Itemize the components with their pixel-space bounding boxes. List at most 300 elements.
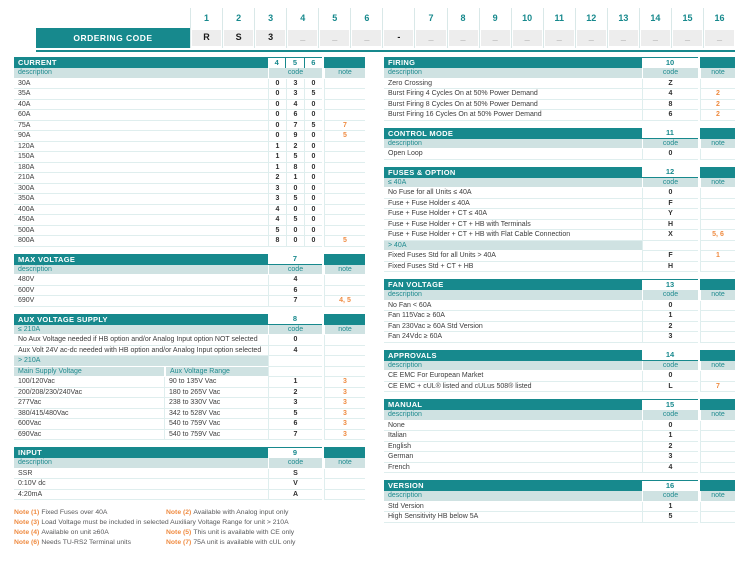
row-description: 690Vac	[14, 430, 164, 441]
row-code-group	[268, 121, 322, 132]
row-note	[700, 301, 735, 312]
code-cell	[222, 28, 254, 48]
row-code	[268, 367, 322, 378]
row-note	[324, 335, 365, 346]
code-value-cell: _	[416, 30, 445, 46]
row-note	[324, 100, 365, 111]
description-label: description	[384, 290, 642, 301]
row-code: 6	[286, 110, 304, 121]
code-cell	[254, 28, 286, 48]
table-row	[384, 301, 735, 312]
row-code-group	[268, 89, 322, 100]
row-description: No Aux Voltage needed if HB option and/or Analog Input option NOT selected	[14, 335, 268, 346]
table-row	[384, 512, 735, 523]
code-value-cell: _	[352, 30, 381, 46]
row-note	[324, 110, 365, 121]
row-description: 150A	[14, 152, 268, 163]
row-code: 4	[268, 275, 322, 286]
code-cell	[607, 28, 639, 48]
table-title: FAN VOLTAGE	[388, 280, 444, 289]
row-code: Y	[642, 209, 698, 220]
table-row	[384, 79, 735, 90]
row-code: 0	[268, 131, 286, 142]
row-description: 800A	[14, 236, 268, 247]
table-row	[14, 79, 365, 90]
row-code: 1	[268, 377, 322, 388]
note-column-header	[700, 57, 735, 68]
note-text: Available with Analog input only	[193, 509, 289, 516]
row-description: 0:10V dc	[14, 479, 268, 490]
row-code-group	[268, 205, 322, 216]
row-note	[700, 209, 735, 220]
row-description: Fan 115Vac ≥ 60A	[384, 311, 642, 322]
row-code-group	[268, 184, 322, 195]
row-note	[324, 367, 365, 378]
table-row	[14, 236, 365, 247]
table-input	[14, 447, 365, 500]
row-code: 1	[268, 142, 286, 153]
row-code: 1	[286, 173, 304, 184]
note-column-header	[324, 254, 365, 265]
row-code: 3	[286, 79, 304, 90]
description-label: description	[384, 491, 642, 502]
table-header-bar	[384, 57, 735, 68]
note-label: note	[324, 458, 365, 469]
code-position-cells	[268, 57, 322, 68]
row-code	[268, 356, 322, 367]
table-row	[14, 194, 365, 205]
table-row	[14, 377, 365, 388]
note-column-header	[700, 350, 735, 361]
column-number: 14	[639, 8, 671, 28]
note-label: Note (3)	[14, 519, 40, 526]
row-code: 0	[304, 142, 322, 153]
code-position-cells	[642, 128, 698, 139]
note-column-header	[324, 57, 365, 68]
left-column	[14, 57, 365, 547]
row-code: 2	[286, 142, 304, 153]
notes-section	[14, 508, 365, 547]
code-label: code	[642, 68, 698, 79]
code-cell	[350, 28, 382, 48]
row-code: 3	[268, 184, 286, 195]
code-cell	[639, 28, 671, 48]
row-note	[324, 194, 365, 205]
code-cell	[575, 28, 607, 48]
column-number: 13	[607, 8, 639, 28]
table-row	[384, 452, 735, 463]
row-code-group	[268, 236, 322, 247]
table-title: AUX VOLTAGE SUPPLY	[18, 314, 108, 324]
code-cell	[543, 28, 575, 48]
description-label: description	[384, 139, 642, 150]
row-description: CE EMC + cUL® listed and cULus 508® listed	[384, 382, 642, 393]
row-description: 600Vac	[14, 419, 164, 430]
row-description: 277Vac	[14, 398, 164, 409]
row-code-group	[268, 152, 322, 163]
row-code: 4	[642, 463, 698, 474]
note-item	[166, 538, 365, 547]
row-note	[324, 356, 365, 367]
code-position-cells	[642, 57, 698, 68]
row-description: Burst Firing 4 Cycles On at 50% Power Demand	[384, 89, 642, 100]
note-item	[14, 538, 166, 547]
row-description: CE EMC For European Market	[384, 371, 642, 382]
table-title: MAX VOLTAGE	[18, 254, 76, 264]
note-item	[14, 518, 365, 527]
row-code: 1	[642, 502, 698, 513]
note-item	[14, 508, 166, 517]
row-code: H	[642, 262, 698, 273]
table-row	[384, 68, 735, 79]
row-code: 2	[268, 388, 322, 399]
table-row	[14, 173, 365, 184]
row-description: 600V	[14, 286, 268, 297]
table-header-bar	[384, 279, 735, 290]
row-description: 60A	[14, 110, 268, 121]
code-value-cell: _	[673, 30, 702, 46]
row-note: 2	[700, 110, 735, 121]
code-label: code	[268, 265, 322, 276]
row-description: Fuse + Fuse Holder + CT + HB with Terminals	[384, 220, 642, 231]
column-number: 9	[479, 8, 511, 28]
row-note: 7	[324, 121, 365, 132]
note-column-header	[700, 128, 735, 139]
row-note	[324, 142, 365, 153]
code-label: code	[642, 139, 698, 150]
row-description: Fan 24Vdc ≥ 60A	[384, 332, 642, 343]
table-row	[384, 139, 735, 150]
row-note	[324, 490, 365, 501]
table-row	[384, 188, 735, 199]
row-note: 4, 5	[324, 296, 365, 307]
code-value-cell: _	[513, 30, 542, 46]
row-note	[700, 220, 735, 231]
code-value-cell: _	[481, 30, 510, 46]
row-description: 30A	[14, 79, 268, 90]
row-description: Fan 230Vac ≥ 60A Std Version	[384, 322, 642, 333]
table-row	[384, 322, 735, 333]
table-title: APPROVALS	[388, 350, 437, 360]
row-code-group	[268, 163, 322, 174]
code-value-cell: _	[449, 30, 478, 46]
table-row	[384, 382, 735, 393]
row-description: 90 to 135V Vac	[164, 377, 268, 388]
code-cell	[671, 28, 703, 48]
column-number: 15	[642, 400, 698, 410]
row-code: 3	[268, 398, 322, 409]
column-number: 16	[703, 8, 735, 28]
row-description: 4:20mA	[14, 490, 268, 501]
note-column-header	[700, 480, 735, 491]
row-code: 0	[304, 226, 322, 237]
note-label: note	[700, 361, 735, 372]
row-description: 180A	[14, 163, 268, 174]
row-description: Italian	[384, 431, 642, 442]
table-header-bar	[14, 314, 365, 325]
description-label: description	[14, 68, 268, 79]
row-note	[700, 241, 735, 252]
table-header-bar	[384, 167, 735, 178]
description-label: description	[384, 361, 642, 372]
column-number: 15	[671, 8, 703, 28]
code-value-cell: _	[288, 30, 317, 46]
row-description: Fuse + Fuse Holder + CT ≤ 40A	[384, 209, 642, 220]
row-code: 0	[286, 205, 304, 216]
note-text: Needs TU-RS2 Terminal units	[41, 539, 131, 546]
row-code: 9	[286, 131, 304, 142]
row-note: 2	[700, 89, 735, 100]
table-firing	[384, 57, 735, 121]
table-row	[14, 286, 365, 297]
row-description: Fuse + Fuse Holder + CT + HB with Flat Cable Connection	[384, 230, 642, 241]
note-label: Note (5)	[166, 529, 192, 536]
row-description: 342 to 528V Vac	[164, 409, 268, 420]
code-cell	[447, 28, 479, 48]
row-code: 0	[304, 236, 322, 247]
note-label: Note (7)	[166, 539, 192, 546]
row-code: V	[268, 479, 322, 490]
code-label: code	[642, 410, 698, 421]
row-note	[700, 371, 735, 382]
row-code: 0	[304, 100, 322, 111]
table-aux-voltage-supply	[14, 314, 365, 441]
ordering-code-values-row	[190, 28, 735, 48]
code-value-cell: _	[705, 30, 734, 46]
note-text: Fixed Fuses over 40A	[41, 509, 108, 516]
column-number: 4	[268, 58, 285, 68]
table-row	[384, 262, 735, 273]
note-label: note	[324, 325, 365, 336]
row-note: 3	[324, 419, 365, 430]
code-position-cells	[642, 350, 698, 361]
row-code: 0	[642, 188, 698, 199]
note-item	[14, 528, 166, 537]
note-label: note	[700, 139, 735, 150]
table-row	[14, 275, 365, 286]
column-number: 3	[254, 8, 286, 28]
row-note: 1	[700, 251, 735, 262]
row-note	[324, 479, 365, 490]
row-code: 5	[286, 215, 304, 226]
row-code: 0	[268, 121, 286, 132]
row-note	[700, 442, 735, 453]
row-code: 4	[268, 215, 286, 226]
table-row	[384, 89, 735, 100]
table-row	[14, 131, 365, 142]
description-label: description	[384, 68, 642, 79]
column-number: 16	[642, 481, 698, 491]
table-row	[384, 410, 735, 421]
code-value-cell: _	[609, 30, 638, 46]
row-description: 40A	[14, 100, 268, 111]
table-row	[14, 296, 365, 307]
table-row	[384, 491, 735, 502]
column-number: 1	[190, 8, 222, 28]
row-note	[324, 469, 365, 480]
row-description: No Fan < 60A	[384, 301, 642, 312]
row-description: 380/415/480Vac	[14, 409, 164, 420]
row-description: 210A	[14, 173, 268, 184]
column-number: 9	[268, 448, 322, 458]
row-code: 2	[268, 173, 286, 184]
subheader-label: > 40A	[384, 241, 642, 252]
subheader-label: > 210A	[14, 356, 268, 367]
table-row	[384, 431, 735, 442]
code-cell	[511, 28, 543, 48]
table-header-bar	[14, 254, 365, 265]
table-title: CURRENT	[18, 58, 57, 67]
note-column-header	[700, 399, 735, 410]
row-description: 120A	[14, 142, 268, 153]
row-code: 5	[304, 121, 322, 132]
right-column	[384, 57, 735, 530]
column-number: 4	[286, 8, 318, 28]
code-position-cells	[642, 399, 698, 410]
row-description: German	[384, 452, 642, 463]
table-row	[384, 178, 735, 189]
row-code: 4	[642, 89, 698, 100]
table-row	[384, 110, 735, 121]
note-label: note	[700, 491, 735, 502]
table-row	[14, 325, 365, 336]
row-code: 4	[268, 205, 286, 216]
code-value-cell: 3	[256, 30, 285, 46]
table-row	[14, 184, 365, 195]
table-row	[14, 346, 365, 357]
table-row	[14, 265, 365, 276]
table-row	[384, 209, 735, 220]
column-number: 6	[305, 58, 322, 68]
table-row	[14, 335, 365, 346]
row-note: 5, 6	[700, 230, 735, 241]
row-code: 8	[268, 236, 286, 247]
table-row	[14, 356, 365, 367]
table-header-bar	[384, 480, 735, 491]
row-code: L	[642, 382, 698, 393]
column-number: 14	[642, 350, 698, 360]
column-number: 10	[642, 58, 698, 68]
row-note	[700, 502, 735, 513]
row-description: High Sensitivity HB below 5A	[384, 512, 642, 523]
row-code: 0	[304, 215, 322, 226]
table-title: MANUAL	[388, 400, 423, 409]
row-description: 90A	[14, 131, 268, 142]
table-row	[14, 479, 365, 490]
row-code: 0	[268, 79, 286, 90]
row-code-group	[268, 100, 322, 111]
table-row	[384, 463, 735, 474]
row-note	[324, 79, 365, 90]
code-value-cell: R	[192, 30, 221, 46]
note-item	[166, 528, 365, 537]
row-code: 5	[642, 512, 698, 523]
row-code: 3	[642, 332, 698, 343]
row-description: 100/120Vac	[14, 377, 164, 388]
row-description: Fixed Fuses Std for all Units > 40A	[384, 251, 642, 262]
row-code-group	[268, 215, 322, 226]
table-row	[384, 442, 735, 453]
column-number: 8	[447, 8, 479, 28]
row-code: 5	[304, 89, 322, 100]
row-code: 2	[642, 322, 698, 333]
row-note	[324, 226, 365, 237]
row-code: 7	[268, 296, 322, 307]
column-number: 6	[350, 8, 382, 28]
code-position-cells	[642, 167, 698, 178]
row-code-group	[268, 79, 322, 90]
row-note	[324, 173, 365, 184]
code-cell	[190, 28, 222, 48]
table-row	[384, 502, 735, 513]
row-description: Open Loop	[384, 149, 642, 160]
note-label: note	[324, 68, 365, 79]
row-note	[324, 286, 365, 297]
ordering-code-label: ORDERING CODE	[36, 28, 190, 48]
row-code: 3	[286, 89, 304, 100]
row-description: 75A	[14, 121, 268, 132]
row-note: 7	[700, 382, 735, 393]
row-note	[700, 188, 735, 199]
row-code: 1	[268, 152, 286, 163]
column-number: 7	[268, 254, 322, 264]
row-code: 0	[304, 131, 322, 142]
table-manual	[384, 399, 735, 473]
row-description: Std Version	[384, 502, 642, 513]
column-number: 13	[642, 280, 698, 290]
table-row	[14, 458, 365, 469]
table-title: FIRING	[388, 58, 416, 67]
row-description: 690V	[14, 296, 268, 307]
row-note	[700, 512, 735, 523]
row-description: Fixed Fuses Std + CT + HB	[384, 262, 642, 273]
column-number: 5	[286, 58, 303, 68]
row-note	[324, 275, 365, 286]
table-row	[384, 361, 735, 372]
row-code: S	[268, 469, 322, 480]
code-value-cell: _	[641, 30, 670, 46]
column-number: 8	[268, 314, 322, 324]
table-row	[14, 367, 365, 378]
row-code: A	[268, 490, 322, 501]
row-code: 5	[268, 226, 286, 237]
row-code: 0	[642, 371, 698, 382]
note-label: note	[700, 68, 735, 79]
divider	[36, 50, 735, 52]
table-row	[14, 68, 365, 79]
note-item	[166, 508, 365, 517]
row-code: 0	[304, 173, 322, 184]
code-position-cells	[642, 480, 698, 491]
description-label: description	[14, 265, 268, 276]
row-code: 0	[304, 110, 322, 121]
row-description: 500A	[14, 226, 268, 237]
table-title: CONTROL MODE	[388, 128, 454, 138]
row-code-group	[268, 226, 322, 237]
row-description: 450A	[14, 215, 268, 226]
row-note	[700, 431, 735, 442]
row-code: 0	[268, 335, 322, 346]
row-description: 180 to 265V Vac	[164, 388, 268, 399]
code-cell	[382, 28, 414, 48]
row-code: 0	[268, 89, 286, 100]
note-text: Load Voltage must be included in selected Auxiliary Voltage Range for unit > 210A	[41, 519, 289, 526]
table-row	[384, 220, 735, 231]
row-code: 1	[642, 311, 698, 322]
row-description: Aux Volt 24V ac-dc needed with HB option and/or Analog Input option selected	[14, 346, 268, 357]
column-number: 12	[575, 8, 607, 28]
table-header-bar	[384, 350, 735, 361]
